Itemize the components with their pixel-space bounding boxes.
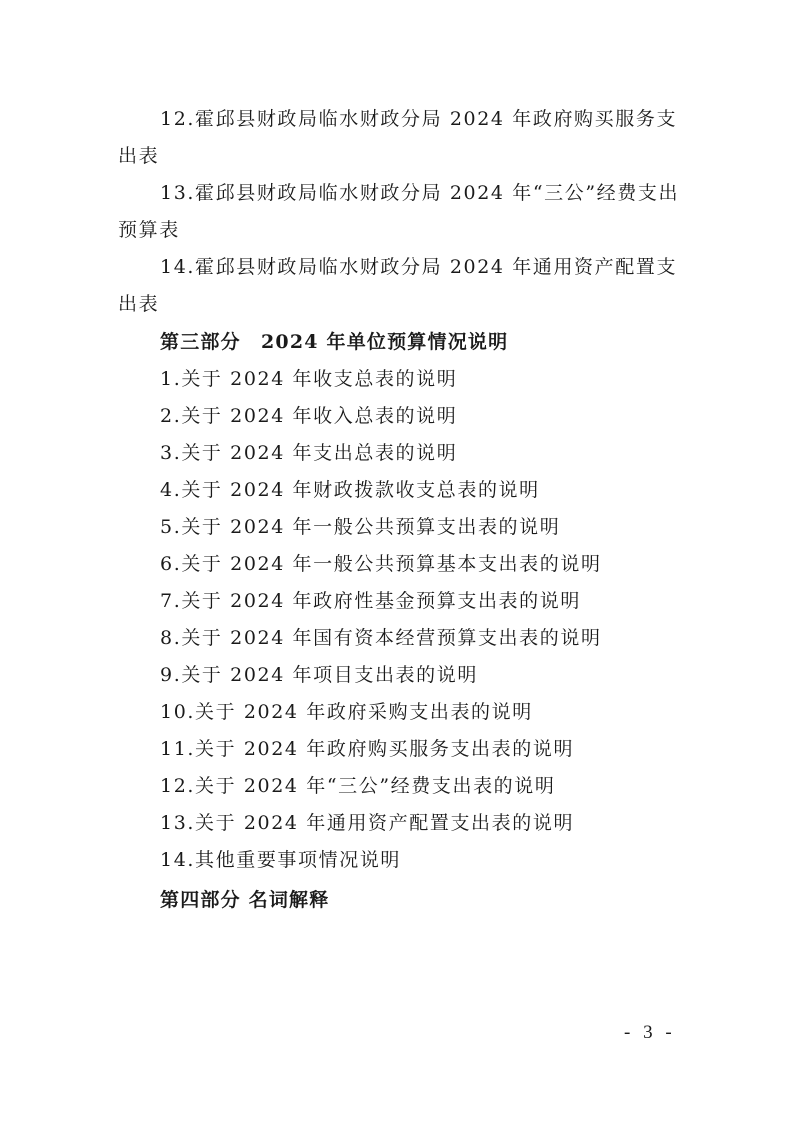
toc-item-12-line2: 出表: [118, 145, 160, 167]
part3-item-10: 10.关于 2024 年政府采购支出表的说明: [160, 701, 533, 723]
toc-item-13-line1: 13.霍邱县财政局临水财政分局 2024 年“三公”经费支出: [160, 182, 680, 204]
part3-item-5: 5.关于 2024 年一般公共预算支出表的说明: [160, 516, 561, 538]
part3-item-4: 4.关于 2024 年财政拨款收支总表的说明: [160, 479, 540, 501]
toc-item-14-line1: 14.霍邱县财政局临水财政分局 2024 年通用资产配置支: [160, 256, 678, 278]
toc-item-12-line1: 12.霍邱县财政局临水财政分局 2024 年政府购买服务支: [160, 108, 678, 130]
part4-heading: 第四部分 名词解释: [160, 889, 330, 911]
part3-item-6: 6.关于 2024 年一般公共预算基本支出表的说明: [160, 553, 602, 575]
part3-item-8: 8.关于 2024 年国有资本经营预算支出表的说明: [160, 627, 602, 649]
page-number: - 3 -: [624, 1022, 676, 1043]
part3-item-3: 3.关于 2024 年支出总表的说明: [160, 442, 458, 464]
part3-item-11: 11.关于 2024 年政府购买服务支出表的说明: [160, 738, 575, 760]
part3-item-1: 1.关于 2024 年收支总表的说明: [160, 368, 458, 390]
part3-item-13: 13.关于 2024 年通用资产配置支出表的说明: [160, 812, 575, 834]
part3-heading: 第三部分 2024 年单位预算情况说明: [160, 331, 509, 353]
toc-item-14-line2: 出表: [118, 293, 160, 315]
part3-item-2: 2.关于 2024 年收入总表的说明: [160, 405, 458, 427]
part3-item-7: 7.关于 2024 年政府性基金预算支出表的说明: [160, 590, 581, 612]
part3-item-9: 9.关于 2024 年项目支出表的说明: [160, 664, 478, 686]
toc-item-13-line2: 预算表: [118, 219, 180, 241]
part3-item-12: 12.关于 2024 年“三公”经费支出表的说明: [160, 775, 556, 797]
part3-item-14: 14.其他重要事项情况说明: [160, 849, 402, 871]
